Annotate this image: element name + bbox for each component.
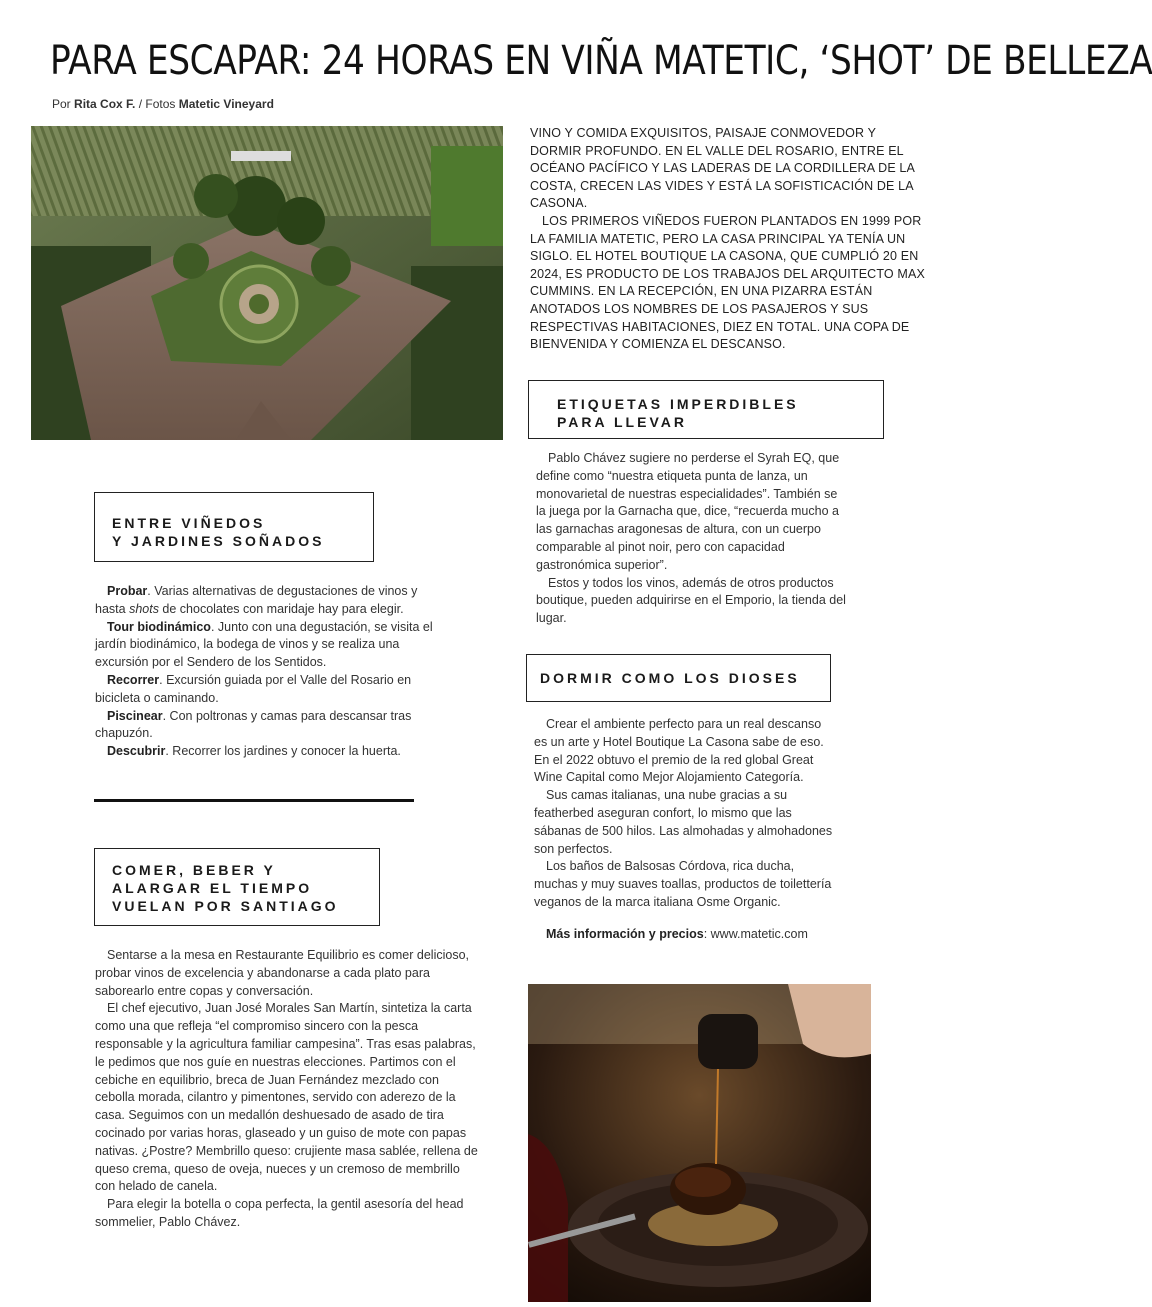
vinedos-item xyxy=(95,672,435,708)
vinedos-heading-box xyxy=(94,492,374,562)
vinedos-item-em: shots xyxy=(129,601,159,616)
byline-author: Rita Cox F. xyxy=(74,97,136,111)
vinedos-item-text: . Excursión guiada por el Valle del Rosario en bicicleta o caminando. xyxy=(95,672,412,705)
dormir-paragraph-3: Los baños de Balsosas Córdova, rica ducha, muchas y muy suaves toallas, productos de toilettería veganos de la marca italiana Osme Organic. xyxy=(534,859,832,909)
etiquetas-paragraph-1: Pablo Chávez sugiere no perderse el Syrah EQ, que define como “nuestra etiqueta punta de lanza, un monovarietal de nuestras especialidades”. También se la juega por la Garnacha que, dice, “recuerda mucho a las garnachas aragonesas de altura, con un cuerpo comparable al pinot noir, pero con capacidad gastronómica superior”. xyxy=(536,451,840,572)
vinedos-item-text: . Recorrer los jardines y conocer la huerta. xyxy=(165,744,401,759)
dormir-body xyxy=(534,716,834,944)
vinedos-item-text: . Con poltronas y camas para descansar tras chapuzón. xyxy=(95,708,412,741)
vinedos-heading-line-2: Y JARDINES SOÑADOS xyxy=(112,533,325,549)
vinedos-body xyxy=(95,583,435,761)
comer-heading-line-1: COMER, BEBER Y xyxy=(112,862,276,878)
vinedos-item-term: Tour biodinámico xyxy=(107,619,211,634)
vinedos-heading-line-1: ENTRE VIÑEDOS xyxy=(112,515,266,531)
plated-dish-photo xyxy=(528,984,871,1302)
more-info xyxy=(534,926,834,944)
intro-paragraph-1: VINO Y COMIDA EXQUISITOS, PAISAJE CONMOVEDOR Y DORMIR PROFUNDO. EN EL VALLE DEL ROSARIO, ENTRE EL OCÉANO PACÍFICO Y LAS LADERAS DE LA CORDILLERA DE LA COSTA, CRECEN LAS VIDES Y ESTÁ LA SOFISTICACIÓN DE LA CASONA. xyxy=(530,126,915,211)
dormir-heading-box xyxy=(526,654,831,702)
vinedos-item-text: . Varias alternativas de degustaciones de vinos y hasta xyxy=(95,584,418,616)
etiquetas-heading-line-1: ETIQUETAS IMPERDIBLES xyxy=(557,396,799,412)
vinedos-item xyxy=(95,743,435,761)
comer-heading-line-3: VUELAN POR SANTIAGO xyxy=(112,898,339,914)
etiquetas-heading-line-2: PARA LLEVAR xyxy=(557,414,687,430)
vinedos-item-term: Descubrir xyxy=(107,744,166,759)
etiquetas-paragraph-2: Estos y todos los vinos, además de otros productos boutique, pueden adquirirse en el Emporio, la tienda del lugar. xyxy=(536,575,846,626)
vinedos-item xyxy=(95,708,435,744)
more-info-label: Más información y precios xyxy=(546,926,704,941)
intro-text xyxy=(530,125,930,354)
comer-body xyxy=(95,947,480,1232)
byline-sep: / Fotos xyxy=(138,97,176,111)
vinedos-item-text: . Junto con una degustación, se visita el jardín biodinámico, la bodega de vinos y se realiza una excursión por el Sendero de los Sentidos. xyxy=(95,619,433,670)
vinedos-item-term: Probar xyxy=(107,584,148,598)
vinedos-item xyxy=(95,619,435,672)
vinedos-item-term: Piscinear xyxy=(107,708,163,723)
intro-paragraph-2: LOS PRIMEROS VIÑEDOS FUERON PLANTADOS EN 1999 POR LA FAMILIA MATETIC, PERO LA CASA PRINCIPAL YA TENÍA UN SIGLO. EL HOTEL BOUTIQUE LA CASONA, QUE CUMPLIÓ 20 EN 2024, ES PRODUCTO DE LOS TRABAJOS DEL ARQUITECTO MAX CUMMINS. EN LA RECEPCIÓN, EN UNA PIZARRA ESTÁN ANOTADOS LOS NOMBRES DE LOS PASAJEROS Y SUS RESPECTIVAS HABITACIONES, DIEZ EN TOTAL. UNA COPA DE BIENVENIDA Y COMIENZA EL DESCANSO. xyxy=(530,213,925,352)
comer-paragraph-2: El chef ejecutivo, Juan José Morales San Martín, sintetiza la carta como una que refleja “el compromiso sincero con la pesca responsable y la agricultura familiar campesina”. Tras esas palabras, le pedimos que nos guíe en nuestras elecciones. Partimos con el cebiche en equilibrio, breca de Juan Fernández mezclado con cebolla morada, cilantro y pimentones, servido con aderezo de la casa. Seguimos con un medallón deshuesado de asado de tira cocinado por varias horas, glaseado y un guiso de mote con papas nativas. ¿Postre? Membrillo queso: crujiente masa sablée, rellena de queso crema, queso de oveja, nueces y un cremoso de membrillo con helado de canela. xyxy=(95,1001,478,1194)
vinedos-item xyxy=(95,583,435,619)
vinedos-item-text: de chocolates con maridaje hay para elegir. xyxy=(158,601,404,616)
dormir-heading: DORMIR COMO LOS DIOSES xyxy=(540,670,800,686)
comer-paragraph-3: Para elegir la botella o copa perfecta, la gentil asesoría del head sommelier, Pablo Chávez. xyxy=(95,1197,464,1229)
more-info-url[interactable]: : www.matetic.com xyxy=(703,926,808,941)
byline xyxy=(52,97,274,111)
dormir-paragraph-1: Crear el ambiente perfecto para un real descanso es un arte y Hotel Boutique La Casona sabe de eso. En el 2022 obtuvo el premio de la red global Great Wine Capital como Mejor Alojamiento Categoría. xyxy=(534,717,824,785)
vinedos-item-term: Recorrer xyxy=(107,672,160,687)
dormir-paragraph-2: Sus camas italianas, una nube gracias a su featherbed aseguran confort, lo mismo que las sábanas de 500 hilos. Las almohadas y almohadones son perfectos. xyxy=(534,788,833,856)
comer-heading-line-2: ALARGAR EL TIEMPO xyxy=(112,880,313,896)
byline-por: Por xyxy=(52,97,71,111)
etiquetas-body xyxy=(536,450,846,628)
page-title: PARA ESCAPAR: 24 HORAS EN VIÑA MATETIC, ‘SHOT’ DE BELLEZA xyxy=(50,38,1152,84)
byline-photo-credit: Matetic Vineyard xyxy=(178,97,274,111)
comer-heading-box xyxy=(94,848,380,926)
aerial-courtyard-photo xyxy=(31,126,503,440)
section-divider xyxy=(94,799,414,802)
etiquetas-heading-box xyxy=(528,380,884,439)
comer-paragraph-1: Sentarse a la mesa en Restaurante Equilibrio es comer delicioso, probar vinos de excelencia y abandonarse a cada plato para saborearlo entre copas y conversación. xyxy=(95,948,469,998)
